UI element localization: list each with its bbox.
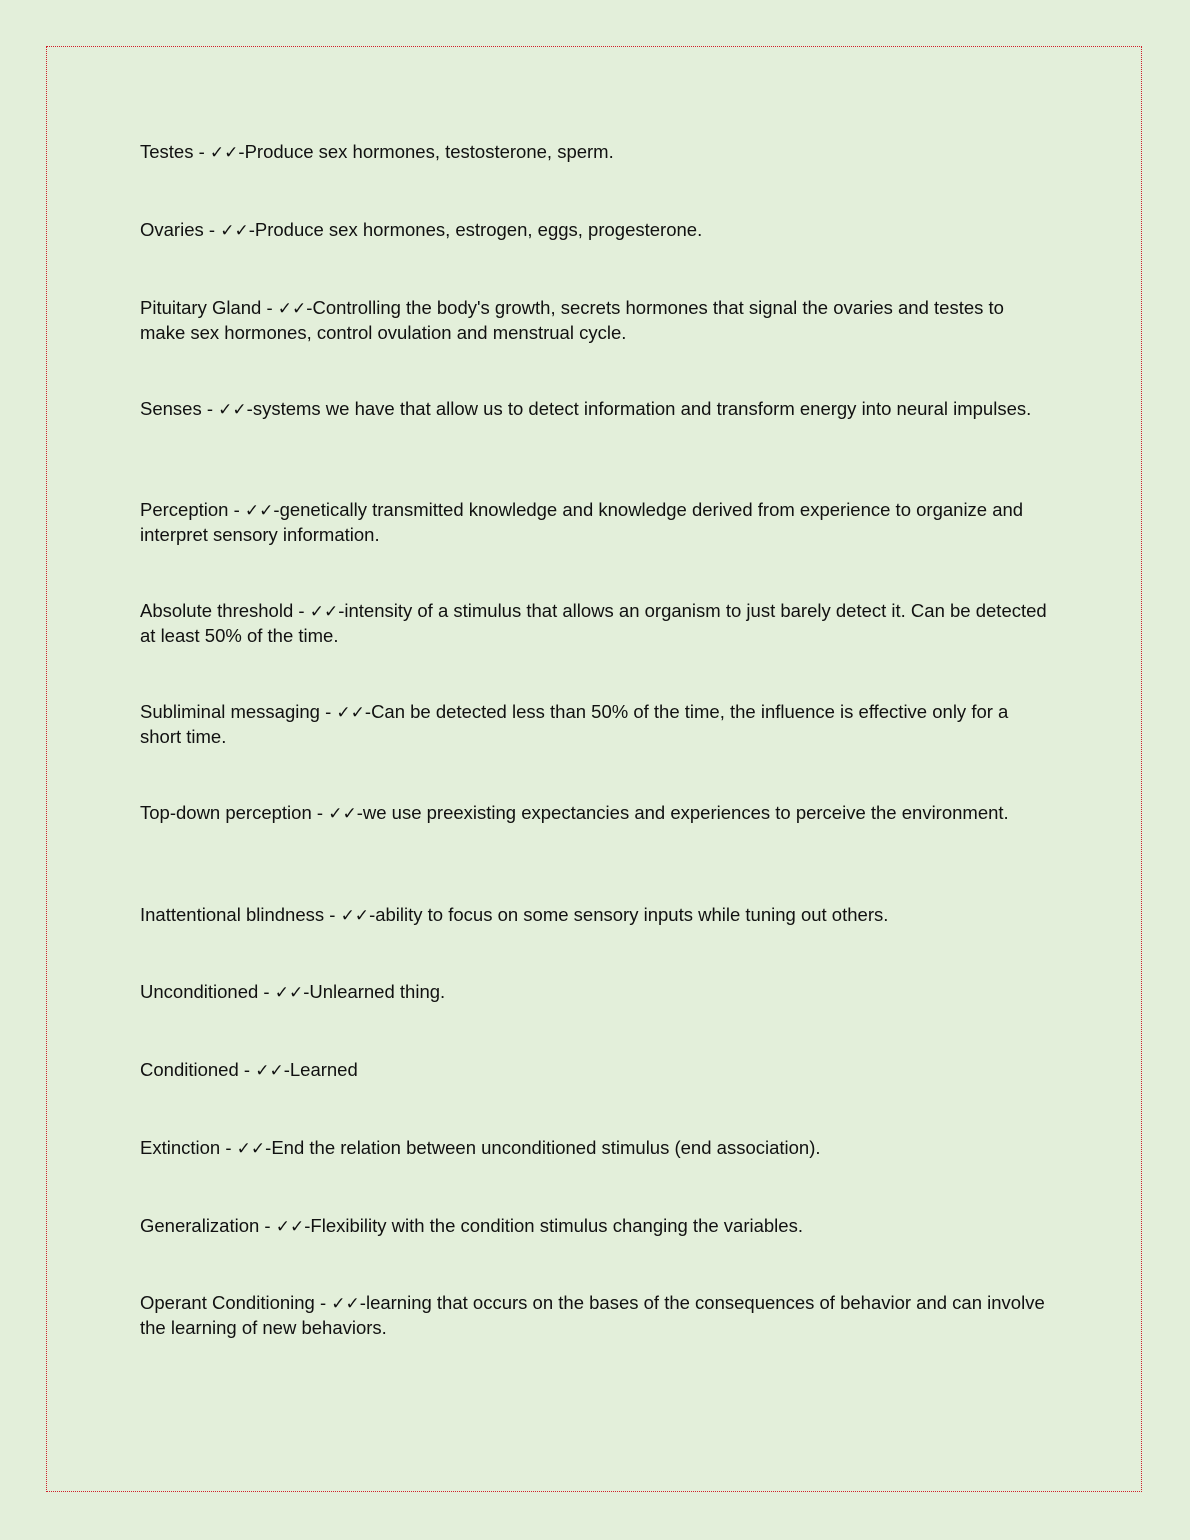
entry-definition: -intensity of a stimulus that allows an organism to just barely detect it. Can be detected at least 50% of the time.: [140, 600, 1047, 646]
entry-separator: -: [220, 1137, 237, 1158]
entry-pituitary-gland: [140, 296, 1052, 345]
entry-definition: -Controlling the body's growth, secrets hormones that signal the ovaries and testes to make sex hormones, control ovulation and menstrual cycle.: [140, 297, 1004, 343]
entry-term: Senses: [140, 398, 202, 419]
entry-separator: -: [258, 981, 275, 1002]
entry-term: Operant Conditioning: [140, 1292, 315, 1313]
entry-separator: -: [311, 802, 329, 823]
entry-definition: -genetically transmitted knowledge and knowledge derived from experience to organize and interpret sensory information.: [140, 499, 1024, 545]
entry-definition: -Produce sex hormones, testosterone, sperm.: [238, 141, 614, 162]
double-check-icon: ✓✓: [328, 804, 357, 824]
double-check-icon: ✓✓: [244, 501, 274, 521]
double-check-icon: ✓✓: [274, 983, 304, 1003]
entry-separator: -: [228, 499, 245, 520]
entry-definition: -ability to focus on some sensory inputs while tuning out others.: [369, 904, 889, 925]
entry-separator: -: [293, 600, 310, 621]
entry-ovaries: [140, 218, 1052, 243]
entry-definition: -Learned: [283, 1059, 358, 1080]
entry-term: Pituitary Gland: [140, 297, 262, 318]
entry-definition: -we use preexisting expectancies and experiences to perceive the environment.: [356, 802, 1009, 823]
entry-generalization: [140, 1214, 1052, 1239]
entry-separator: -: [201, 398, 219, 419]
double-check-icon: ✓✓: [236, 1139, 266, 1159]
entry-separator: -: [314, 1292, 332, 1313]
entry-top-down-perception: [140, 801, 1052, 826]
entry-term: Unconditioned: [140, 981, 259, 1002]
page-border: [46, 46, 1142, 1492]
double-check-icon: ✓✓: [275, 1217, 305, 1237]
entry-separator: -: [193, 141, 210, 162]
entry-term: Top-down perception: [140, 802, 312, 823]
entry-term: Testes: [140, 141, 194, 162]
entry-extinction: [140, 1136, 1052, 1161]
entry-testes: [140, 140, 1052, 165]
entry-definition: -Unlearned thing.: [303, 981, 446, 1002]
entry-term: Subliminal messaging: [140, 701, 320, 722]
entry-term: Generalization: [140, 1215, 260, 1236]
entry-term: Inattentional blindness: [140, 904, 325, 925]
entry-definition: -End the relation between unconditioned stimulus (end association).: [265, 1137, 821, 1158]
entry-separator: -: [238, 1059, 256, 1080]
entry-perception: [140, 498, 1052, 547]
double-check-icon: ✓✓: [277, 299, 307, 319]
double-check-icon: ✓✓: [331, 1294, 360, 1314]
double-check-icon: ✓✓: [340, 906, 370, 926]
entry-separator: -: [203, 219, 221, 240]
entry-term: Ovaries: [140, 219, 204, 240]
entry-subliminal-messaging: [140, 700, 1052, 749]
entry-unconditioned: [140, 980, 1052, 1005]
entry-separator: -: [259, 1215, 276, 1236]
entry-inattentional-blindness: [140, 903, 1052, 928]
entry-operant-conditioning: [140, 1291, 1052, 1340]
entry-definition: -systems we have that allow us to detect information and transform energy into neural impulses.: [246, 398, 1032, 419]
entry-senses: [140, 397, 1052, 422]
double-check-icon: ✓✓: [309, 602, 339, 622]
entry-definition: -Produce sex hormones, estrogen, eggs, progesterone.: [248, 219, 703, 240]
entry-term: Extinction: [140, 1137, 221, 1158]
double-check-icon: ✓✓: [218, 400, 247, 420]
double-check-icon: ✓✓: [220, 221, 249, 241]
entry-separator: -: [319, 701, 337, 722]
double-check-icon: ✓✓: [255, 1061, 284, 1081]
entry-separator: -: [261, 297, 278, 318]
entry-term: Absolute threshold: [140, 600, 294, 621]
entry-definition: -Flexibility with the condition stimulus changing the variables.: [304, 1215, 803, 1236]
entry-term: Perception: [140, 499, 229, 520]
double-check-icon: ✓✓: [336, 703, 365, 723]
entry-separator: -: [324, 904, 341, 925]
entry-absolute-threshold: [140, 599, 1052, 648]
double-check-icon: ✓✓: [209, 143, 239, 163]
entry-definition: -learning that occurs on the bases of the consequences of behavior and can involve the learning of new behaviors.: [140, 1292, 1045, 1338]
entry-definition: -Can be detected less than 50% of the time, the influence is effective only for a short time.: [140, 701, 1009, 747]
entry-conditioned: [140, 1058, 1052, 1083]
entry-term: Conditioned: [140, 1059, 239, 1080]
